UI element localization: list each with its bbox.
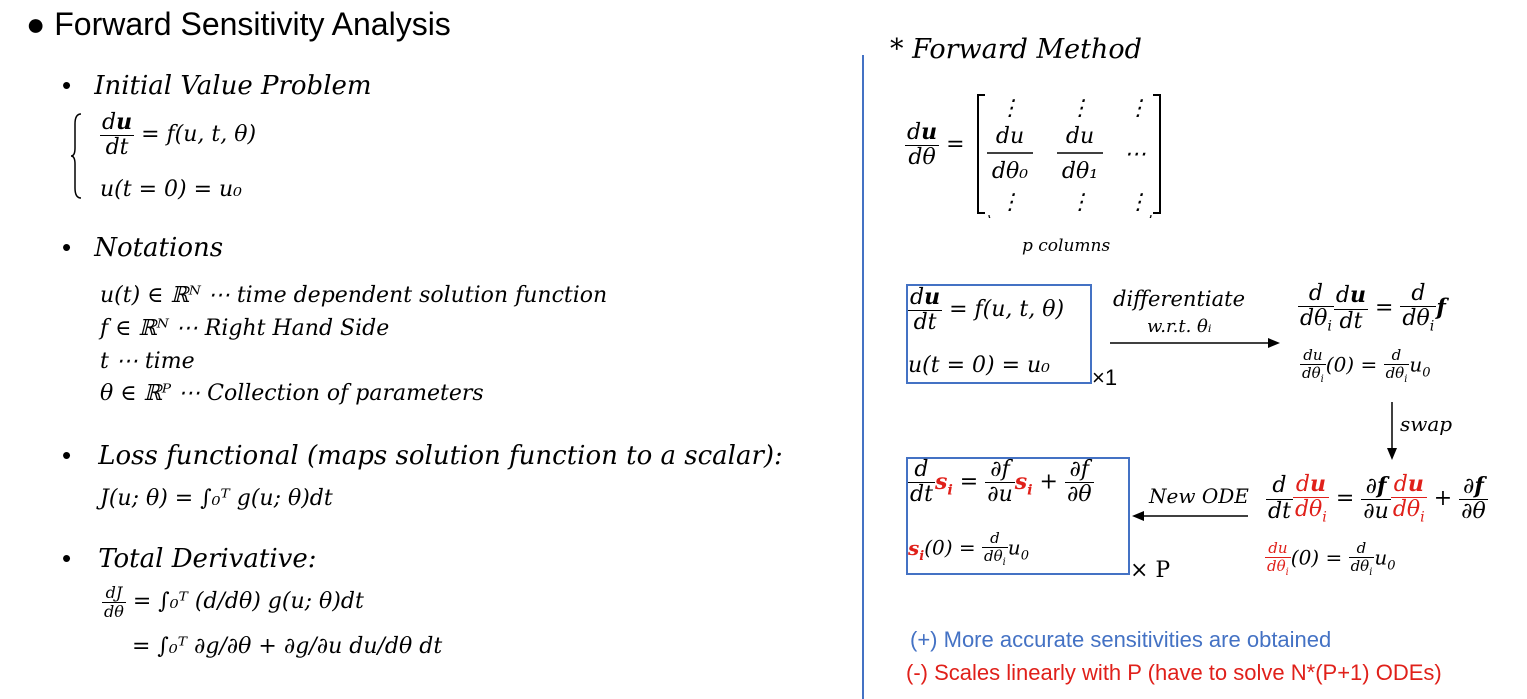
total-derivative-eq-1 <box>102 584 364 620</box>
d-dthetai-fraction: $\frac{d}{d\theta_i}$ <box>984 529 1006 568</box>
notations-label: Notations <box>94 233 224 263</box>
du-dthetai-fraction: $\frac{du}{d\theta_i}$ <box>1302 346 1324 385</box>
swap-arrow-icon <box>1385 400 1399 462</box>
times-p-label: × P <box>1130 558 1171 583</box>
original-ode-eq-1 <box>908 285 1064 335</box>
bullet-icon: • <box>62 232 72 262</box>
new-ode-arrow-icon <box>1130 509 1250 523</box>
svg-text:⋮: ⋮ <box>999 96 1021 121</box>
heading-bullet-icon: ● <box>26 6 46 42</box>
svg-text:⋮: ⋮ <box>1127 96 1149 121</box>
original-ode-rhs: = f(u, t, θ) <box>949 297 1065 323</box>
du-dthetai-red-fraction: $\frac{du}{d\theta_i}$ <box>1294 471 1327 526</box>
svg-text:du: du <box>1065 124 1095 149</box>
ivp-equation-1 <box>100 110 256 160</box>
column-divider <box>862 55 864 699</box>
ivp-eq1-rhs: = f(u, t, θ) <box>141 122 257 148</box>
df-du-fraction: $\frac{\partial f}{\partial u}$ <box>1363 472 1389 525</box>
svg-text:⋮: ⋮ <box>999 190 1021 215</box>
jacobian-matrix <box>975 93 1165 218</box>
du-dthetai-red-fraction: $\frac{du}{d\theta_i}$ <box>1267 539 1289 578</box>
total-derivative-label: Total Derivative: <box>98 544 317 574</box>
differentiate-arrow-icon <box>1108 336 1283 350</box>
swapped-eq-2: $\frac{du}{d\theta_i}$ (0) = $\frac{d}{d\theta_i}$ $u_0$ <box>1267 539 1396 578</box>
differentiated-eq-1: $\frac{d}{d\theta_i}$ $\frac{du}{dt}$ = $\frac{d}{d\theta_i}$ f <box>1300 281 1446 335</box>
method-title: * Forward Method <box>890 34 1142 65</box>
jacobian-lhs: $\frac{du}{d\theta}$ = <box>907 119 965 171</box>
du-dt-fraction: $\frac{du}{dt}$ <box>102 109 133 161</box>
notation-line-1: u(t) ∈ ℝᴺ ⋯ time dependent solution function <box>100 283 608 308</box>
loss-equation: J(u; θ) = ∫₀ᵀ g(u; θ)dt <box>100 486 333 511</box>
differentiate-label: differentiate <box>1113 287 1245 311</box>
original-ode-eq-2: u(t = 0) = u₀ <box>908 353 1051 378</box>
sensitivity-ode-eq-1: $\frac{d}{dt}$ $s_i$ = $\frac{\partial f}{\partial u}$ $s_i$ + $\frac{\partial f}{\partial\theta}$ <box>910 457 1092 508</box>
new-ode-label: New ODE <box>1149 484 1249 508</box>
d-dt-fraction: $\frac{d}{dt}$ <box>910 457 933 508</box>
swapped-eq-1: $\frac{d}{dt}$ $\frac{du}{d\theta_i}$ = $\frac{\partial f}{\partial u}$ $\frac{du}{d\theta_i}$ + $\frac{\partial f}{\partial\theta}$ <box>1268 471 1486 526</box>
p-columns-label: p columns <box>1022 236 1111 256</box>
ivp-item <box>62 70 372 101</box>
df-dtheta-fraction: $\frac{\partial f}{\partial\theta}$ <box>1461 472 1486 525</box>
d-dthetai-fraction: $\frac{d}{d\theta_i}$ <box>1385 346 1408 385</box>
heading-text: Forward Sensitivity Analysis <box>54 6 451 42</box>
dj-dtheta-fraction: $\frac{dJ}{d\theta}$ <box>104 583 124 621</box>
loss-label: Loss functional (maps solution function to a scalar): <box>98 441 783 471</box>
con-note: (-) Scales linearly with P (have to solve N*(P+1) ODEs) <box>906 660 1442 685</box>
wrt-label: w.r.t. θᵢ <box>1147 316 1212 337</box>
notation-line-3: t ⋯ time <box>100 349 195 374</box>
svg-text:⋯: ⋯ <box>1124 142 1146 167</box>
total-derivative-eq-2: = ∫₀ᵀ ∂g/∂θ + ∂g/∂u du/dθ dt <box>132 634 443 659</box>
swap-label: swap <box>1400 412 1453 436</box>
section-heading <box>26 6 451 43</box>
left-brace <box>70 112 82 200</box>
du-dt-fraction: $\frac{du}{dt}$ <box>910 284 941 336</box>
notation-line-2: f ∈ ℝᴺ ⋯ Right Hand Side <box>100 316 390 341</box>
df-du-fraction: $\frac{\partial f}{\partial u}$ <box>987 457 1013 508</box>
d-dt-fraction: $\frac{d}{dt}$ <box>1268 473 1291 524</box>
ivp-label: Initial Value Problem <box>94 71 372 101</box>
notations-item <box>62 232 223 263</box>
sensitivity-ode-eq-2: $s_i(0)$ = $\frac{d}{d\theta_i}$ $u_0$ <box>908 529 1029 568</box>
svg-text:⋮: ⋮ <box>1127 190 1149 215</box>
loss-item <box>62 440 783 471</box>
notation-line-4: θ ∈ ℝᴾ ⋯ Collection of parameters <box>100 381 484 406</box>
brace-icon <box>70 112 82 200</box>
svg-text:⋮: ⋮ <box>1069 96 1091 121</box>
total-eq1-rhs: = ∫₀ᵀ (d/dθ) g(u; θ)dt <box>132 589 364 615</box>
differentiated-eq-2: $\frac{du}{d\theta_i}$ (0) = $\frac{d}{d\theta_i}$ $u_0$ <box>1302 346 1431 385</box>
d-dthetai-fraction: $\frac{d}{d\theta_i}$ <box>1402 281 1435 335</box>
pro-note: (+) More accurate sensitivities are obtained <box>910 627 1332 652</box>
ivp-equation-2: u(t = 0) = u₀ <box>100 177 243 202</box>
svg-text:du: du <box>995 124 1025 149</box>
df-dtheta-fraction: $\frac{\partial f}{\partial\theta}$ <box>1066 457 1092 508</box>
svg-text:⋮: ⋮ <box>1069 190 1091 215</box>
bullet-icon: • <box>62 70 72 100</box>
times-one-label: ×1 <box>1092 365 1118 390</box>
svg-text:dθ₀: dθ₀ <box>991 159 1029 184</box>
bullet-icon: • <box>62 543 72 573</box>
d-dthetai-fraction: $\frac{d}{d\theta_i}$ <box>1300 281 1332 335</box>
du-dt-fraction: $\frac{du}{dt}$ <box>1335 282 1366 334</box>
du-dthetai-red-fraction: $\frac{du}{d\theta_i}$ <box>1392 471 1425 526</box>
total-derivative-item <box>62 543 316 574</box>
bullet-icon: • <box>62 440 72 470</box>
du-dtheta-fraction: $\frac{du}{d\theta}$ <box>907 119 938 171</box>
d-dthetai-fraction: $\frac{d}{d\theta_i}$ <box>1350 539 1373 578</box>
svg-text:dθ₁: dθ₁ <box>1061 159 1099 184</box>
